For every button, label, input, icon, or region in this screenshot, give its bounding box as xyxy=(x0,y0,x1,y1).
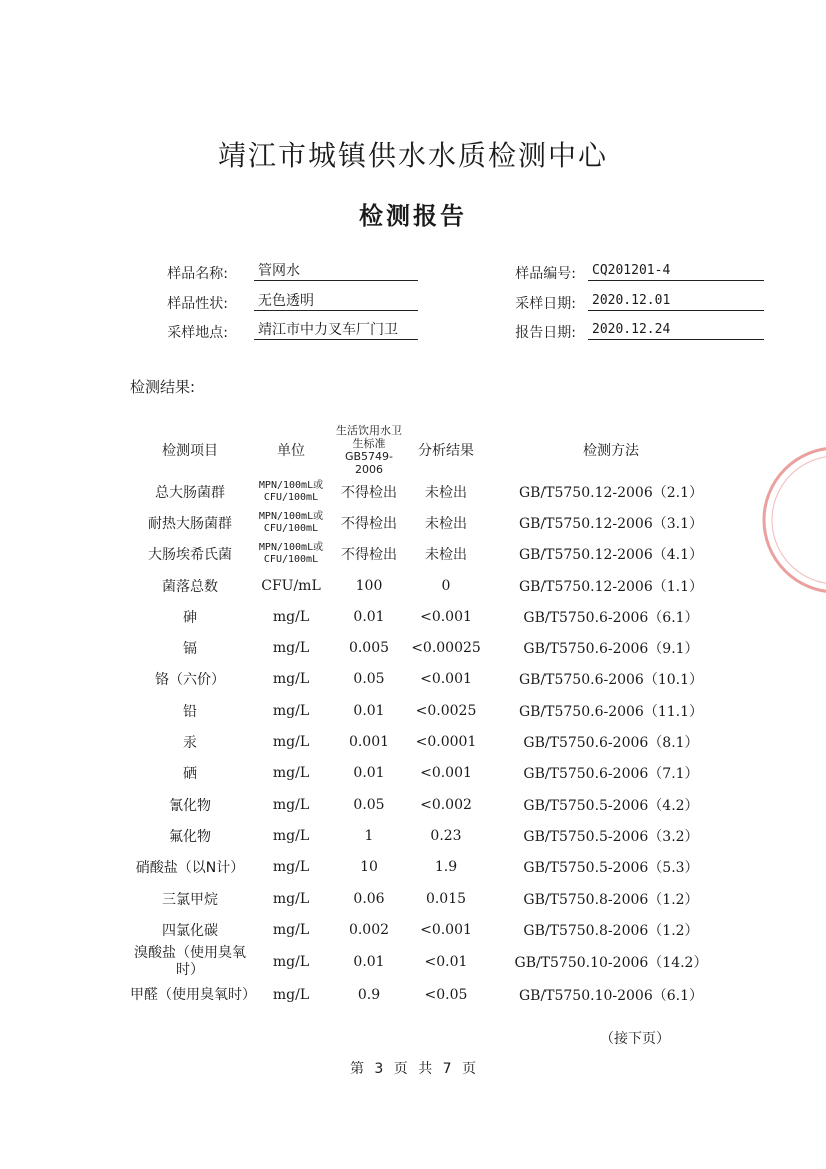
result-value: <0.0001 xyxy=(415,734,477,751)
result-standard: 0.01 xyxy=(353,608,385,625)
result-unit: mg/L xyxy=(272,921,310,938)
results-header-row xyxy=(130,424,736,476)
sample-number-value: CQ201201-4 xyxy=(588,261,764,281)
result-unit: mg/L xyxy=(272,859,310,876)
sample-name-value: 管网水 xyxy=(254,261,418,281)
result-row xyxy=(130,539,736,570)
result-unit: mg/L xyxy=(272,765,310,782)
result-unit: mg/L xyxy=(272,827,310,844)
result-value: <0.001 xyxy=(420,671,472,688)
result-item: 溴酸盐（使用臭氧时） xyxy=(134,945,246,979)
result-standard: 10 xyxy=(360,859,378,876)
result-method: GB/T5750.8-2006（1.2） xyxy=(523,891,699,908)
report-date-value: 2020.12.24 xyxy=(588,320,764,340)
result-standard: 1 xyxy=(364,827,374,844)
result-value: <0.01 xyxy=(424,954,468,971)
header-standard-text: 生活饮用水卫生标准GB5749-2006 xyxy=(336,424,402,476)
result-value: <0.00025 xyxy=(411,640,481,657)
result-item: 氟化物 xyxy=(169,828,211,845)
result-standard: 0.01 xyxy=(353,702,385,719)
result-row xyxy=(130,601,736,632)
result-unit: MPN/100mL或CFU/100mL xyxy=(258,542,324,566)
result-unit: mg/L xyxy=(272,987,310,1004)
result-standard: 不得检出 xyxy=(341,515,397,532)
result-item: 汞 xyxy=(183,735,197,752)
result-unit: mg/L xyxy=(272,890,310,907)
result-item: 菌落总数 xyxy=(162,578,218,595)
result-standard: 0.005 xyxy=(348,640,390,657)
result-standard: 不得检出 xyxy=(341,484,397,501)
result-method: GB/T5750.5-2006（5.3） xyxy=(523,860,699,877)
result-row xyxy=(130,570,736,601)
result-row xyxy=(130,852,736,883)
result-value: <0.001 xyxy=(420,608,472,625)
result-item: 镉 xyxy=(183,641,197,658)
result-value: 0.015 xyxy=(425,890,467,907)
header-method: 检测方法 xyxy=(583,443,639,459)
result-method: GB/T5750.8-2006（1.2） xyxy=(523,922,699,939)
result-standard: 0.01 xyxy=(353,954,385,971)
result-row xyxy=(130,758,736,789)
sample-property-label: 样品性状: xyxy=(167,296,228,312)
result-item: 四氯化碳 xyxy=(162,922,218,939)
result-unit: MPN/100mL或CFU/100mL xyxy=(258,479,324,503)
result-unit: MPN/100mL或CFU/100mL xyxy=(258,510,324,534)
result-value: 未检出 xyxy=(425,547,467,564)
result-value: <0.001 xyxy=(420,765,472,782)
result-method: GB/T5750.6-2006（7.1） xyxy=(523,766,699,783)
result-row xyxy=(130,883,736,914)
result-unit: mg/L xyxy=(272,702,310,719)
result-value: 未检出 xyxy=(425,515,467,532)
result-item: 耐热大肠菌群 xyxy=(148,515,232,532)
result-standard: 0.9 xyxy=(357,987,381,1004)
result-row xyxy=(130,664,736,695)
report-title: 检测报告 xyxy=(359,202,467,230)
result-row xyxy=(130,695,736,726)
result-value: 0 xyxy=(441,577,451,594)
seal-stamp-icon xyxy=(756,440,826,600)
result-value: <0.001 xyxy=(420,921,472,938)
result-item: 氰化物 xyxy=(169,797,211,814)
result-item: 总大肠菌群 xyxy=(155,484,225,501)
result-row xyxy=(130,726,736,757)
sample-name-label: 样品名称: xyxy=(167,266,228,282)
sampling-date-value: 2020.12.01 xyxy=(588,291,764,311)
header-item: 检测项目 xyxy=(162,443,218,459)
result-unit: mg/L xyxy=(272,671,310,688)
result-item: 硒 xyxy=(183,766,197,783)
result-unit: CFU/mL xyxy=(261,577,321,594)
organization-name: 靖江市城镇供水水质检测中心 xyxy=(217,139,608,172)
result-standard: 0.002 xyxy=(348,921,390,938)
result-method: GB/T5750.6-2006（6.1） xyxy=(523,609,699,626)
result-row xyxy=(130,789,736,820)
result-method: GB/T5750.12-2006（2.1） xyxy=(518,484,704,501)
result-row xyxy=(130,820,736,851)
result-standard: 0.05 xyxy=(353,671,385,688)
result-row xyxy=(130,945,736,979)
result-value: <0.05 xyxy=(424,987,468,1004)
result-row xyxy=(130,476,736,507)
result-method: GB/T5750.5-2006（4.2） xyxy=(523,797,699,814)
result-row xyxy=(130,979,736,1010)
result-value: 0.23 xyxy=(430,827,462,844)
result-method: GB/T5750.5-2006（3.2） xyxy=(523,828,699,845)
header-unit: 单位 xyxy=(277,443,305,459)
result-item: 大肠埃希氏菌 xyxy=(148,547,232,564)
result-unit: mg/L xyxy=(272,954,310,971)
result-standard: 0.05 xyxy=(353,796,385,813)
results-table xyxy=(130,424,736,1011)
sampling-location-value: 靖江市中力叉车厂门卫 xyxy=(254,320,418,340)
sample-number-label: 样品编号: xyxy=(515,266,576,282)
sample-property-value: 无色透明 xyxy=(254,291,418,311)
result-method: GB/T5750.10-2006（14.2） xyxy=(514,955,708,972)
page-number: 第 3 页 共 7 页 xyxy=(349,1061,477,1077)
result-standard: 0.06 xyxy=(353,890,385,907)
header-result: 分析结果 xyxy=(418,443,474,459)
result-standard: 0.001 xyxy=(348,734,390,751)
result-item: 三氯甲烷 xyxy=(162,891,218,908)
result-item: 硝酸盐（以N计） xyxy=(135,860,245,877)
result-value: 未检出 xyxy=(425,484,467,501)
result-item: 铅 xyxy=(183,703,197,720)
result-unit: mg/L xyxy=(272,734,310,751)
continued-note: （接下页） xyxy=(600,1031,670,1047)
result-standard: 0.01 xyxy=(353,765,385,782)
result-item: 铬（六价） xyxy=(155,672,225,689)
result-value: 1.9 xyxy=(434,859,458,876)
result-method: GB/T5750.10-2006（6.1） xyxy=(518,988,704,1005)
result-standard: 不得检出 xyxy=(341,547,397,564)
sampling-date-label: 采样日期: xyxy=(515,296,576,312)
result-method: GB/T5750.6-2006（8.1） xyxy=(523,735,699,752)
result-unit: mg/L xyxy=(272,640,310,657)
results-label: 检测结果: xyxy=(130,378,196,396)
result-unit: mg/L xyxy=(272,796,310,813)
result-row xyxy=(130,914,736,945)
result-row xyxy=(130,632,736,663)
result-method: GB/T5750.12-2006（3.1） xyxy=(518,515,704,532)
result-method: GB/T5750.6-2006（10.1） xyxy=(518,672,704,689)
result-item: 砷 xyxy=(183,609,197,626)
sampling-location-label: 采样地点: xyxy=(167,325,228,341)
result-row xyxy=(130,507,736,538)
result-method: GB/T5750.6-2006（9.1） xyxy=(523,641,699,658)
result-item: 甲醛（使用臭氧时） xyxy=(130,986,256,1003)
result-unit: mg/L xyxy=(272,608,310,625)
result-method: GB/T5750.6-2006（11.1） xyxy=(518,703,704,720)
header-standard xyxy=(332,424,406,476)
result-value: <0.002 xyxy=(420,796,472,813)
result-method: GB/T5750.12-2006（1.1） xyxy=(518,578,704,595)
report-date-label: 报告日期: xyxy=(515,325,576,341)
result-method: GB/T5750.12-2006（4.1） xyxy=(518,547,704,564)
results-body xyxy=(130,476,736,1011)
result-value: <0.0025 xyxy=(415,702,477,719)
result-standard: 100 xyxy=(355,577,383,594)
